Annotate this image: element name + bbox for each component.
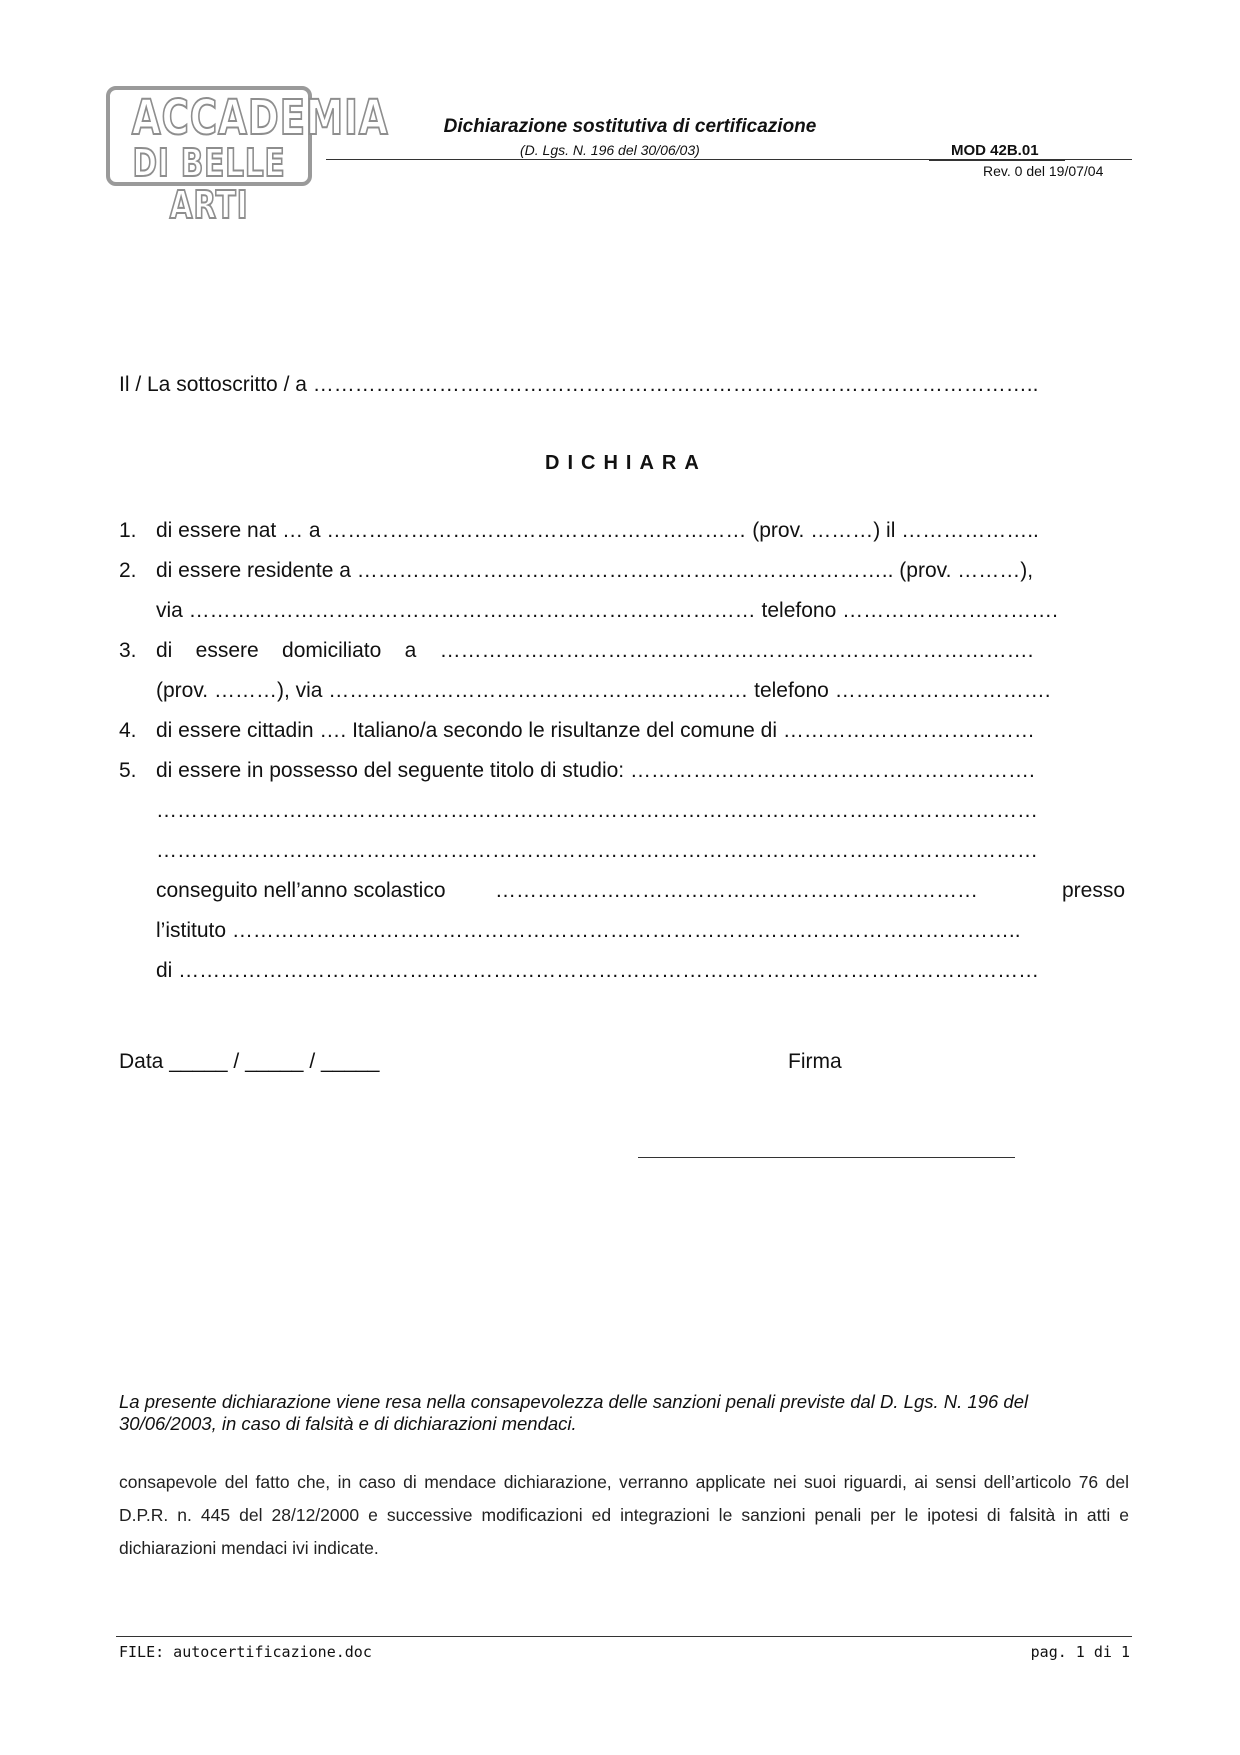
item-number-4: 4. (119, 719, 137, 742)
item-5-line-2: ……………………………………………………………………………………………………………… (156, 799, 1038, 822)
item-5-line-3: ……………………………………………………………………………………………………………… (156, 839, 1038, 862)
item-5-line-4-presso: presso (1062, 879, 1126, 902)
item-number-5: 5. (119, 759, 137, 782)
item-1-text: di essere nat … a …………………………………………………… (prov. ………) il ……………….. (156, 519, 1039, 542)
logo-line-1: ACCADEMIA (131, 90, 389, 146)
intro-line: Il / La sottoscritto / a ………………………………………………………………………………………….. (119, 373, 1039, 396)
footer-file-name: FILE: autocertificazione.doc (119, 1643, 372, 1661)
document-subtitle: (D. Lgs. N. 196 del 30/06/03) (520, 142, 700, 158)
item-5-text: di essere in possesso del seguente titolo di studio: …………………………………………………. (156, 759, 1035, 782)
item-5-line-4-label: conseguito nell’anno scolastico (156, 879, 446, 902)
item-2-text: di essere residente a ………………………………………………………………….. (prov. ………), (156, 559, 1034, 582)
item-3-line-2: (prov. ………), via …………………………………………………… telefono …………………………. (156, 679, 1051, 702)
module-code: MOD 42B.01 (951, 142, 1039, 159)
item-number-3: 3. (119, 639, 137, 662)
signature-label: Firma (788, 1050, 842, 1073)
footer-page-number: pag. 1 di 1 (1030, 1643, 1130, 1661)
academy-logo (106, 86, 389, 227)
item-5-line-6: di …………………………………………………………………………………………………………… (156, 959, 1040, 982)
header-rule-mod (929, 159, 1065, 161)
item-5-line-5: l’istituto ………………………………………………………………………………………………….. (156, 919, 1021, 942)
legal-note: La presente dichiarazione viene resa nella consapevolezza delle sanzioni penali previste dal D. Lgs. N. 196 del 30/06/2003, in caso di falsità e di dichiarazioni mendaci. (119, 1391, 1029, 1434)
footer-rule (116, 1636, 1132, 1637)
signature-line (638, 1157, 1015, 1158)
logo-line-2: DI BELLE ARTI (132, 141, 286, 227)
item-4-text: di essere cittadin …. Italiano/a secondo le risultanze del comune di ……………………………… (156, 719, 1035, 742)
document-title: Dichiarazione sostitutiva di certificazione (443, 116, 817, 137)
item-number-1: 1. (119, 519, 137, 542)
dichiara-heading: DICHIARA (545, 452, 707, 474)
item-3-text: di essere domiciliato a …………………………………………………………………………. (156, 639, 1034, 662)
item-5-line-4-dots: …………………………………………………………… (495, 879, 978, 902)
date-field: Data _____ / _____ / _____ (119, 1050, 380, 1073)
revision-label: Rev. 0 del 19/07/04 (983, 163, 1104, 179)
item-2-line-2: via ……………………………………………………………………… telefono …………………………. (156, 599, 1058, 622)
item-number-2: 2. (119, 559, 137, 582)
penalty-statement: consapevole del fatto che, in caso di mendace dichiarazione, verranno applicate nei suoi riguardi, ai sensi dell’articolo 76 del D.P.R. n. 445 del 28/12/2000 e successive modificazioni ed integrazioni le sanzioni penali per le ipotesi di falsità in atti e dichiarazioni mendaci ivi indicate. (119, 1472, 1129, 1558)
